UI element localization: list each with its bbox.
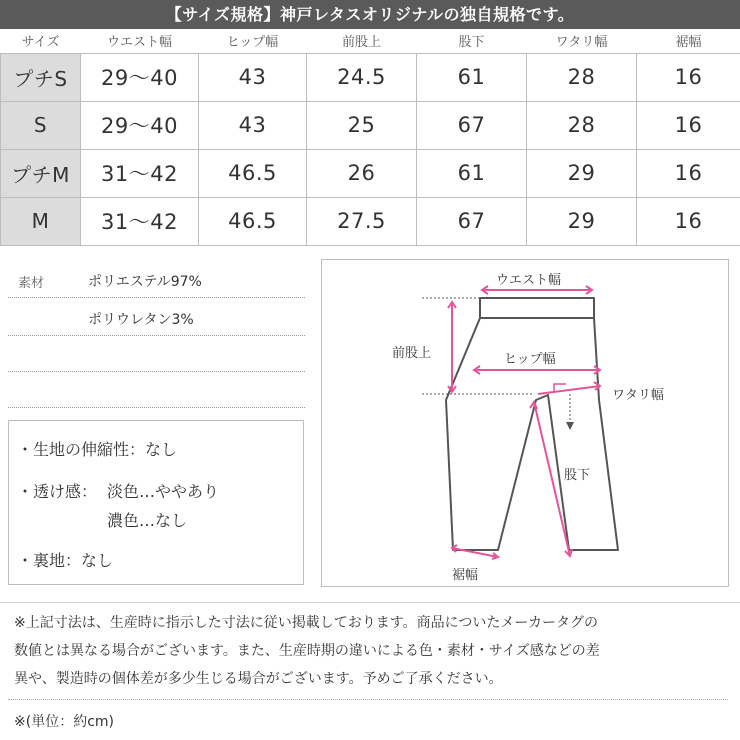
table-cell: 28	[527, 101, 637, 149]
header-waist: ウエスト幅	[106, 35, 172, 51]
table-cell: 29〜40	[81, 101, 199, 149]
table-cell: 26	[307, 149, 417, 197]
divider	[8, 335, 305, 336]
table-cell: 61	[417, 53, 527, 101]
header-hip: ヒップ幅	[226, 35, 279, 51]
table-cell: 25	[307, 101, 417, 149]
table-row	[1, 101, 740, 149]
notes-divider	[0, 602, 740, 603]
table-cell: 46.5	[199, 149, 307, 197]
table-cell: 61	[417, 149, 527, 197]
lining-info: ・裏地：なし	[17, 551, 114, 570]
thigh-label: ワタリ幅	[612, 388, 664, 403]
table-cell: 67	[417, 101, 527, 149]
divider	[8, 407, 305, 408]
note-line: 異や、製造時の個体差が多少生じる場合がございます。予めご了承ください。	[14, 671, 503, 687]
table-cell: 31〜42	[81, 149, 199, 197]
note-line: 数値とは異なる場合がございます。また、生産時期の違いによる色・素材・サイズ感などの差	[14, 643, 600, 659]
table-cell: 31〜42	[81, 197, 199, 245]
waistband-shape	[480, 298, 594, 318]
header-thigh: ワタリ幅	[555, 35, 608, 51]
header-front-rise: 前股上	[341, 35, 381, 51]
material-line-polyester: ポリエステル97%	[88, 274, 202, 290]
sheer-light-info: 淡色…ややあり	[107, 482, 220, 501]
pants-measurement-diagram	[321, 259, 729, 587]
table-cell: 16	[637, 197, 740, 245]
sheer-info-label: ・透け感：	[17, 482, 98, 501]
notes-text	[14, 609, 734, 693]
table-row	[1, 149, 740, 197]
sheer-dark-info: 濃色…なし	[107, 511, 188, 530]
divider	[8, 297, 305, 298]
table-cell: 28	[527, 53, 637, 101]
fabric-features-box	[8, 420, 304, 585]
stretch-info: ・生地の伸縮性：なし	[17, 440, 178, 459]
hip-label: ヒップ幅	[504, 352, 556, 367]
note-line: ※上記寸法は、生産時に指示した寸法に従い掲載しております。商品についたメーカータグの	[14, 615, 599, 631]
size-table-header	[1, 29, 740, 53]
table-cell: 43	[199, 53, 307, 101]
row-size-label: プチS	[1, 53, 81, 101]
table-cell: 46.5	[199, 197, 307, 245]
table-cell: 29	[527, 149, 637, 197]
table-row	[1, 53, 740, 101]
table-cell: 16	[637, 101, 740, 149]
divider	[8, 699, 728, 700]
table-cell: 29〜40	[81, 53, 199, 101]
thigh-arrow	[538, 386, 600, 394]
size-spec-title: 【サイズ規格】神戸レタスオリジナルの独自規格です。	[0, 0, 740, 29]
material-line-polyurethane: ポリウレタン3%	[88, 312, 194, 328]
table-cell: 24.5	[307, 53, 417, 101]
table-cell: 29	[527, 197, 637, 245]
header-hem: 裾幅	[675, 35, 702, 51]
table-cell: 27.5	[307, 197, 417, 245]
front-rise-label: 前股上	[392, 346, 432, 361]
table-cell: 43	[199, 101, 307, 149]
size-table	[0, 29, 740, 246]
row-size-label: S	[1, 101, 81, 149]
row-size-label: M	[1, 197, 81, 245]
waist-label: ウエスト幅	[496, 273, 562, 288]
thigh-guide-arrowhead	[566, 422, 574, 430]
unit-note: ※(単位：約cm)	[14, 714, 114, 730]
table-row	[1, 197, 740, 245]
pants-illustration	[322, 260, 730, 588]
inseam-label: 股下	[564, 468, 591, 483]
header-inseam: 股下	[458, 35, 485, 51]
table-cell: 67	[417, 197, 527, 245]
header-size: サイズ	[21, 35, 60, 51]
table-cell: 16	[637, 53, 740, 101]
material-label: 素材	[18, 276, 45, 291]
divider	[8, 371, 305, 372]
row-size-label: プチM	[1, 149, 81, 197]
hem-label: 裾幅	[452, 568, 479, 583]
table-cell: 16	[637, 149, 740, 197]
